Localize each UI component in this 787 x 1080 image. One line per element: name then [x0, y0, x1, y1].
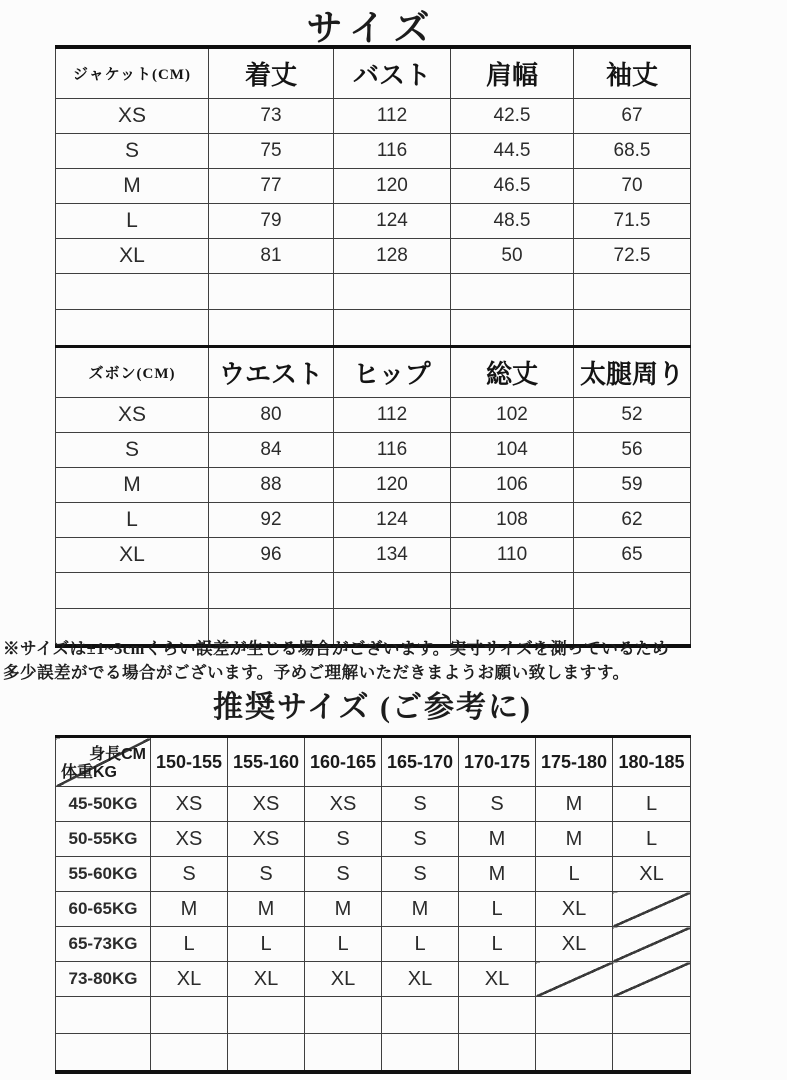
empty-cell — [209, 573, 334, 609]
empty-row — [56, 274, 691, 310]
measure-cell: 56 — [574, 433, 691, 468]
recommend-row-60-65 — [56, 892, 691, 927]
recommended-size-cell: M — [536, 787, 613, 822]
measure-cell: 62 — [574, 503, 691, 538]
recommended-size-cell: L — [305, 927, 382, 962]
size-label: XL — [56, 239, 209, 274]
recommended-size-cell: M — [459, 857, 536, 892]
height-range-header: 180-185 — [613, 737, 691, 787]
jacket-row-l — [56, 204, 691, 239]
weight-range-label: 55-60KG — [56, 857, 151, 892]
measure-cell: 67 — [574, 99, 691, 134]
pants-category-label: ズボン(CM) — [56, 347, 209, 398]
crossed-out-cell — [536, 962, 613, 997]
pants-col-header: 太腿周り — [574, 347, 691, 398]
recommended-size-cell: XL — [228, 962, 305, 997]
recommended-size-cell: XS — [228, 822, 305, 857]
jacket-pants-size-table — [55, 45, 691, 648]
empty-cell — [56, 274, 209, 310]
recommended-size-cell: L — [459, 892, 536, 927]
height-range-header: 150-155 — [151, 737, 228, 787]
recommend-row-45-50 — [56, 787, 691, 822]
recommended-size-cell: S — [228, 857, 305, 892]
size-label: S — [56, 433, 209, 468]
empty-cell — [574, 274, 691, 310]
empty-cell — [56, 310, 209, 347]
recommended-size-cell: XS — [228, 787, 305, 822]
height-range-header: 160-165 — [305, 737, 382, 787]
measure-cell: 44.5 — [451, 134, 574, 169]
measure-cell: 124 — [334, 204, 451, 239]
empty-cell — [459, 1034, 536, 1073]
recommended-size-cell: XL — [613, 857, 691, 892]
measure-cell: 59 — [574, 468, 691, 503]
measure-cell: 50 — [451, 239, 574, 274]
empty-cell — [459, 997, 536, 1034]
recommended-size-cell: M — [382, 892, 459, 927]
measure-cell: 42.5 — [451, 99, 574, 134]
measure-cell: 77 — [209, 169, 334, 204]
size-disclaimer — [3, 637, 785, 685]
recommended-size-cell: XL — [459, 962, 536, 997]
recommended-size-cell: L — [382, 927, 459, 962]
measure-cell: 134 — [334, 538, 451, 573]
empty-cell — [56, 573, 209, 609]
measure-cell: 46.5 — [451, 169, 574, 204]
empty-cell — [382, 997, 459, 1034]
empty-cell — [574, 310, 691, 347]
crossed-out-cell — [613, 927, 691, 962]
recommended-size-cell: XL — [305, 962, 382, 997]
measure-cell: 120 — [334, 169, 451, 204]
jacket-col-header: バスト — [334, 47, 451, 99]
jacket-header-row — [56, 47, 691, 99]
recommended-size-cell: S — [305, 857, 382, 892]
size-label: L — [56, 204, 209, 239]
recommended-size-cell: XL — [536, 892, 613, 927]
recommended-size-cell: S — [151, 857, 228, 892]
size-label: L — [56, 503, 209, 538]
recommended-size-cell: S — [382, 787, 459, 822]
crossed-out-cell — [613, 892, 691, 927]
recommended-size-cell: XL — [151, 962, 228, 997]
pants-row-xl — [56, 538, 691, 573]
empty-cell — [536, 997, 613, 1034]
recommend-row-55-60 — [56, 857, 691, 892]
recommended-size-table — [55, 735, 691, 1074]
recommended-size-cell: L — [151, 927, 228, 962]
recommended-size-cell: L — [459, 927, 536, 962]
jacket-col-header: 着丈 — [209, 47, 334, 99]
measure-cell: 88 — [209, 468, 334, 503]
empty-cell — [151, 1034, 228, 1073]
jacket-col-header: 袖丈 — [574, 47, 691, 99]
empty-cell — [451, 274, 574, 310]
crossed-out-cell — [613, 962, 691, 997]
recommended-size-cell: XS — [151, 787, 228, 822]
empty-cell — [56, 997, 151, 1034]
disclaimer-line-2: 多少誤差がでる場合がございます。予めご理解いただきまようお願い致しますす。 — [3, 663, 630, 682]
measure-cell: 112 — [334, 99, 451, 134]
empty-cell — [574, 573, 691, 609]
measure-cell: 80 — [209, 398, 334, 433]
measure-cell: 124 — [334, 503, 451, 538]
recommended-size-cell: M — [459, 822, 536, 857]
weight-range-label: 65-73KG — [56, 927, 151, 962]
empty-row — [56, 997, 691, 1034]
size-label: XS — [56, 99, 209, 134]
empty-cell — [305, 1034, 382, 1073]
empty-cell — [334, 310, 451, 347]
size-label: S — [56, 134, 209, 169]
height-axis-label: 身長CM — [89, 746, 146, 763]
empty-cell — [451, 573, 574, 609]
measure-cell: 128 — [334, 239, 451, 274]
jacket-category-label: ジャケット(CM) — [56, 47, 209, 99]
measure-cell: 110 — [451, 538, 574, 573]
empty-cell — [334, 573, 451, 609]
empty-cell — [209, 310, 334, 347]
recommended-size-cell: XS — [151, 822, 228, 857]
recommended-size-cell: XL — [382, 962, 459, 997]
size-label: M — [56, 169, 209, 204]
measure-cell: 71.5 — [574, 204, 691, 239]
pants-col-header: ヒップ — [334, 347, 451, 398]
weight-range-label: 45-50KG — [56, 787, 151, 822]
recommend-row-65-73 — [56, 927, 691, 962]
jacket-col-header: 肩幅 — [451, 47, 574, 99]
weight-range-label: 73-80KG — [56, 962, 151, 997]
pants-header-row — [56, 347, 691, 398]
recommended-size-cell: L — [613, 787, 691, 822]
empty-cell — [209, 274, 334, 310]
corner-cell — [56, 737, 151, 787]
weight-axis-label: 体重KG — [61, 764, 118, 781]
recommended-size-cell: M — [228, 892, 305, 927]
measure-cell: 70 — [574, 169, 691, 204]
pants-row-s — [56, 433, 691, 468]
measure-cell: 102 — [451, 398, 574, 433]
recommended-size-cell: M — [536, 822, 613, 857]
size-label: XS — [56, 398, 209, 433]
recommended-size-cell: L — [536, 857, 613, 892]
recommended-size-cell: S — [459, 787, 536, 822]
empty-cell — [613, 997, 691, 1034]
recommend-header-row — [56, 737, 691, 787]
measure-cell: 96 — [209, 538, 334, 573]
recommended-size-cell: S — [382, 822, 459, 857]
empty-cell — [228, 997, 305, 1034]
measure-cell: 75 — [209, 134, 334, 169]
pants-row-l — [56, 503, 691, 538]
recommended-size-cell: XS — [305, 787, 382, 822]
empty-cell — [56, 1034, 151, 1073]
empty-cell — [151, 997, 228, 1034]
measure-cell: 73 — [209, 99, 334, 134]
jacket-row-m — [56, 169, 691, 204]
recommended-size-cell: L — [228, 927, 305, 962]
empty-row — [56, 1034, 691, 1073]
recommend-row-73-80 — [56, 962, 691, 997]
size-label: XL — [56, 538, 209, 573]
pants-col-header: ウエスト — [209, 347, 334, 398]
weight-range-label: 60-65KG — [56, 892, 151, 927]
empty-cell — [613, 1034, 691, 1073]
height-range-header: 155-160 — [228, 737, 305, 787]
recommend-row-50-55 — [56, 822, 691, 857]
measure-cell: 120 — [334, 468, 451, 503]
disclaimer-line-1: ※サイズは±1~3cmくらい誤差が生じる場合がございます。実寸サイズを測っているため — [3, 639, 670, 658]
measure-cell: 112 — [334, 398, 451, 433]
measure-cell: 52 — [574, 398, 691, 433]
pants-row-m — [56, 468, 691, 503]
recommended-size-title: 推奨サイズ (ご参考に) — [212, 691, 533, 724]
page-title: サイズ — [306, 8, 439, 48]
pants-col-header: 総丈 — [451, 347, 574, 398]
measure-cell: 72.5 — [574, 239, 691, 274]
empty-cell — [334, 274, 451, 310]
measure-cell: 108 — [451, 503, 574, 538]
empty-cell — [382, 1034, 459, 1073]
measure-cell: 65 — [574, 538, 691, 573]
empty-cell — [228, 1034, 305, 1073]
empty-cell — [451, 310, 574, 347]
weight-range-label: 50-55KG — [56, 822, 151, 857]
empty-row — [56, 310, 691, 347]
recommended-size-cell: S — [382, 857, 459, 892]
recommended-size-cell: S — [305, 822, 382, 857]
recommended-size-cell: M — [151, 892, 228, 927]
measure-cell: 116 — [334, 134, 451, 169]
recommended-size-cell: XL — [536, 927, 613, 962]
empty-cell — [305, 997, 382, 1034]
measure-cell: 68.5 — [574, 134, 691, 169]
measure-cell: 116 — [334, 433, 451, 468]
measure-cell: 79 — [209, 204, 334, 239]
measure-cell: 104 — [451, 433, 574, 468]
jacket-row-xs — [56, 99, 691, 134]
recommended-size-cell: L — [613, 822, 691, 857]
jacket-row-xl — [56, 239, 691, 274]
measure-cell: 106 — [451, 468, 574, 503]
measure-cell: 48.5 — [451, 204, 574, 239]
jacket-row-s — [56, 134, 691, 169]
height-range-header: 165-170 — [382, 737, 459, 787]
recommended-size-cell: M — [305, 892, 382, 927]
size-label: M — [56, 468, 209, 503]
empty-row — [56, 573, 691, 609]
empty-cell — [536, 1034, 613, 1073]
measure-cell: 84 — [209, 433, 334, 468]
height-range-header: 170-175 — [459, 737, 536, 787]
height-range-header: 175-180 — [536, 737, 613, 787]
measure-cell: 92 — [209, 503, 334, 538]
pants-row-xs — [56, 398, 691, 433]
measure-cell: 81 — [209, 239, 334, 274]
